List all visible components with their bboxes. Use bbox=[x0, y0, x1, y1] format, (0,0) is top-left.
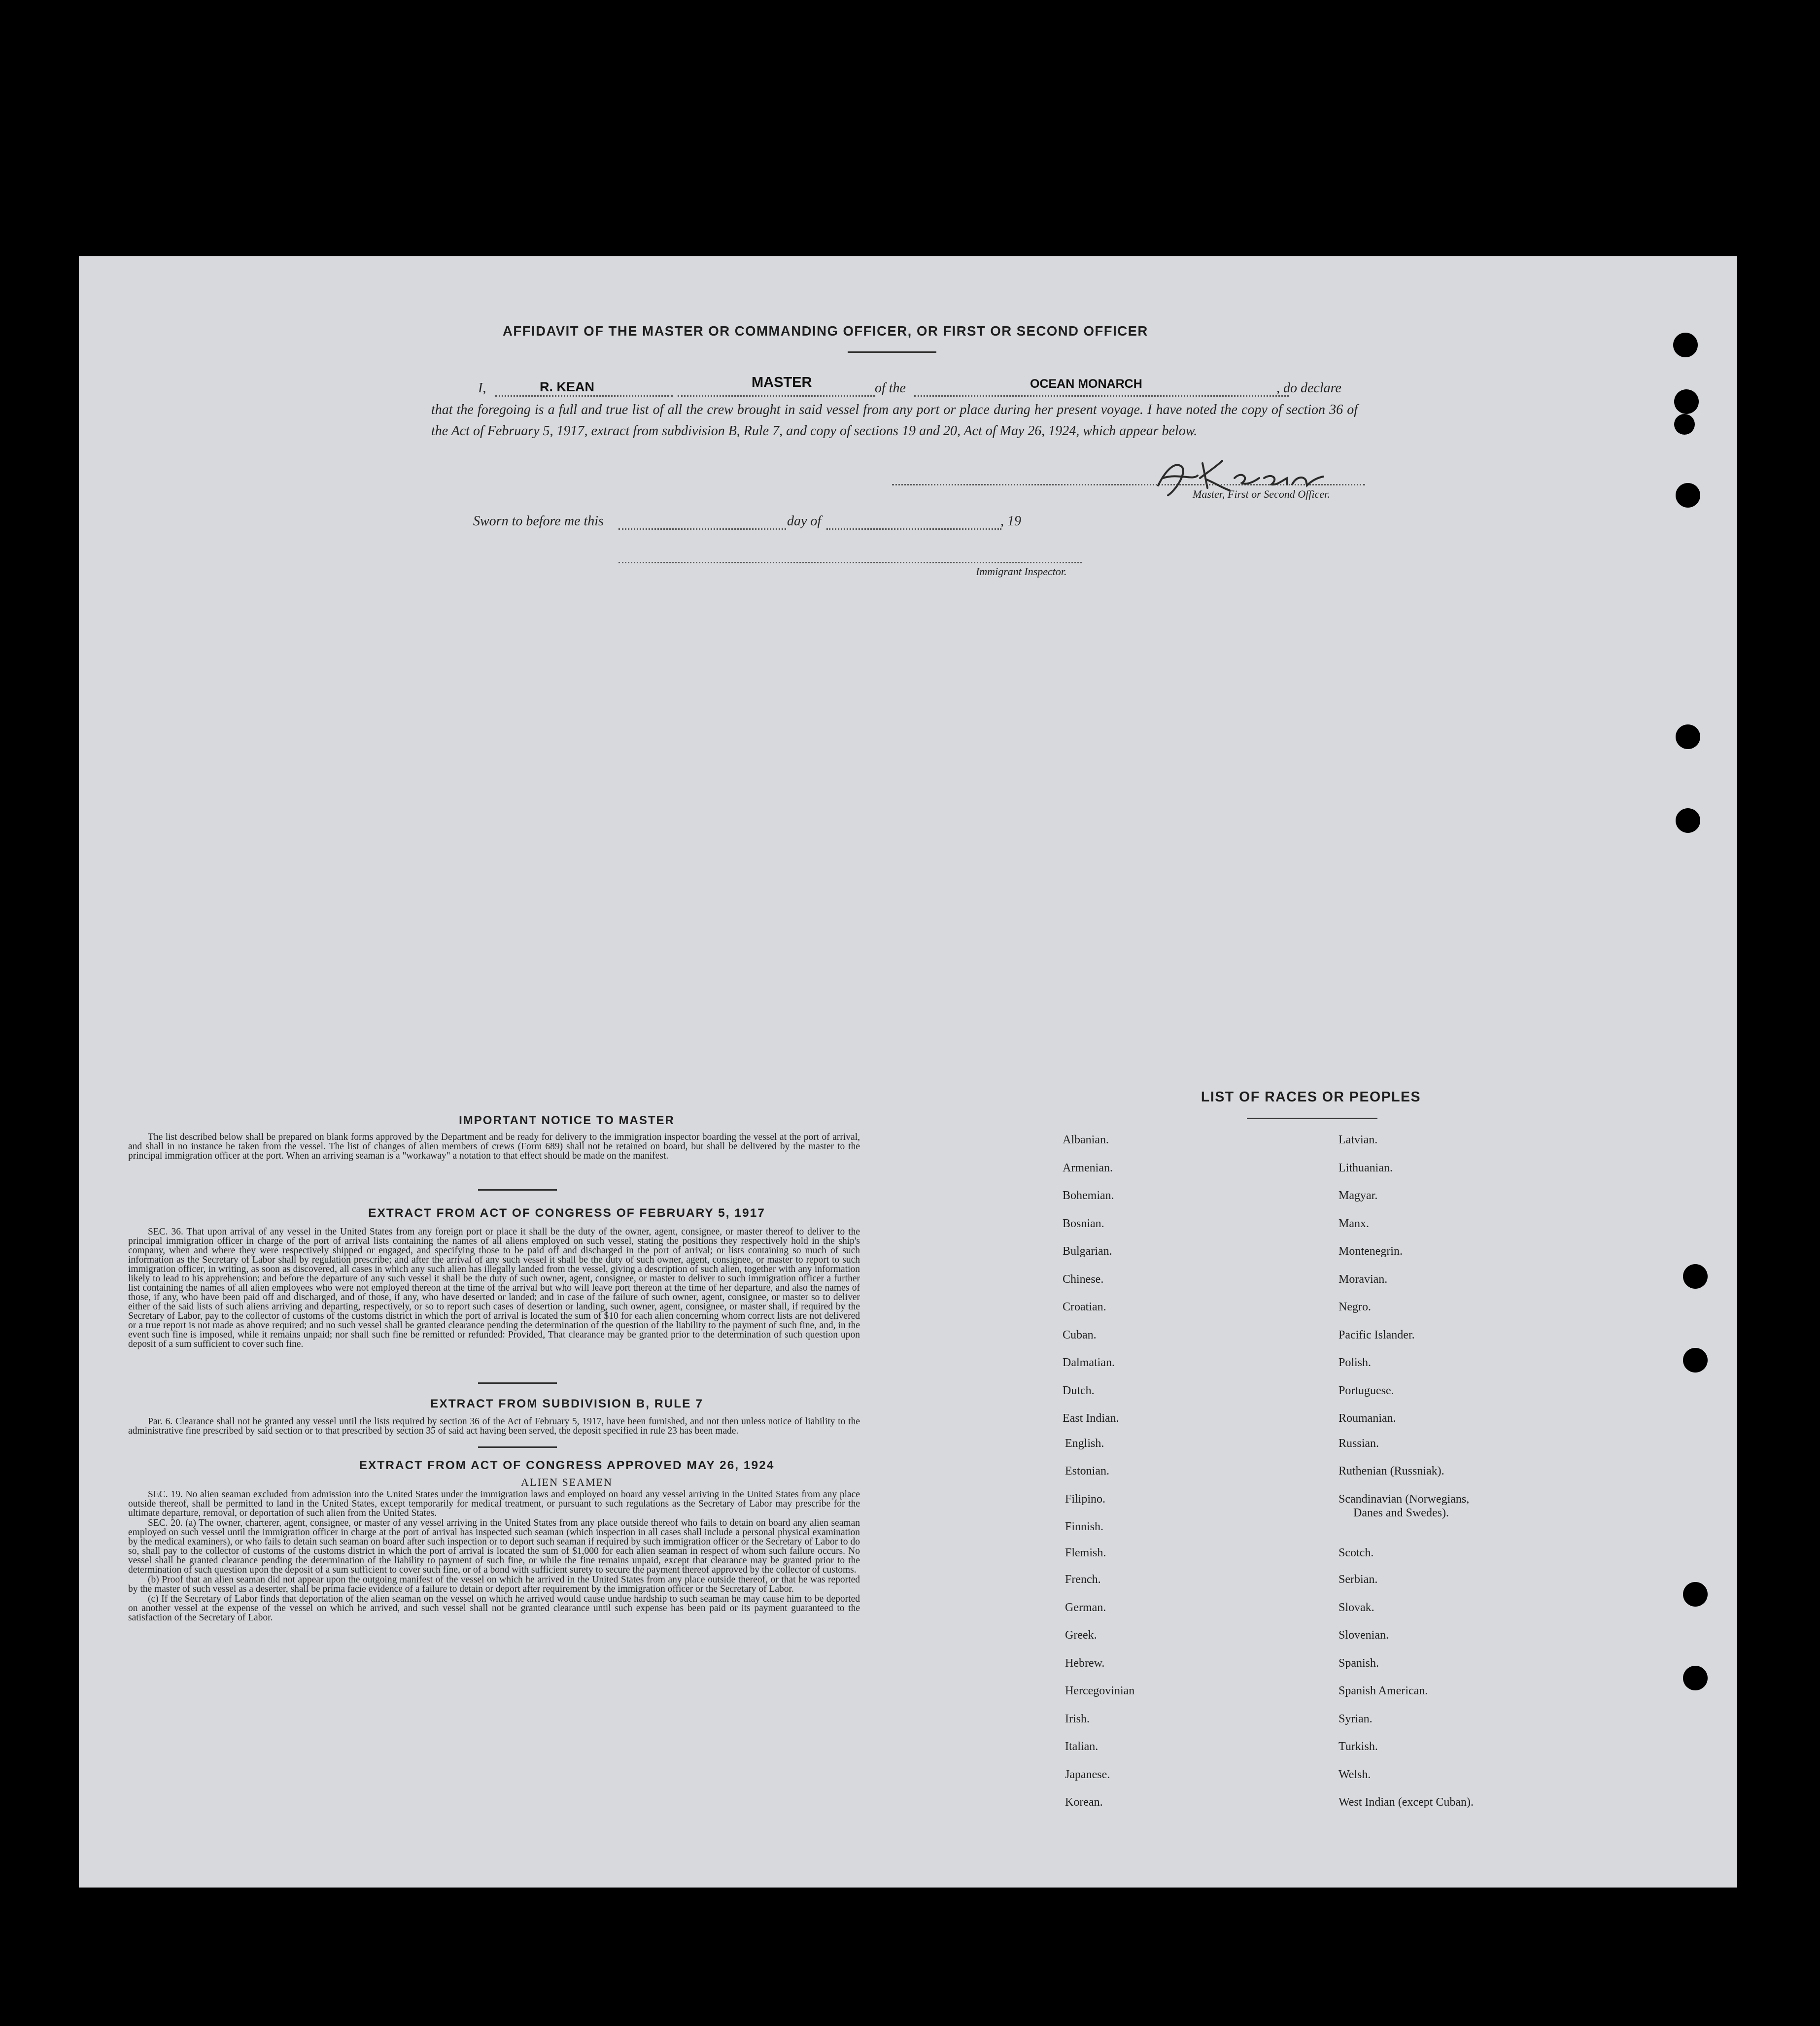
race-item-left: Italian. bbox=[1065, 1740, 1099, 1753]
sec-36-paragraph: SEC. 36. That upon arrival of any vessel in the United States from any foreign port or place it shall be the duty of the owner, agent, consignee, or master thereof to deliver to the principal immigration officer in charge of the port of arrival lists containing the names of all aliens employed on such vessel, stating the positions they respectively hold in the ship's company, when and where they were respectively shipped or engaged, and specifying those to be paid off and discharged in the port of arrival; or lists containing so much of such information as the Secretary of Labor shall by regulation prescribe; and after the arrival of any such vessel it shall be the duty of such owner, agent, consignee, or master to report to such immigration officer, in writing, as soon as discovered, all cases in which any such alien has illegally landed from the vessel, giving a description of such alien, together with any information likely to lead to his apprehension; and before the departure of any such vessel it shall be the duty of such owner, agent, consignee, or master to deliver to such immigration officer a further list containing the names of all alien employees who were not employed thereon at the time of the arrival but who will leave port thereon at the time of her departure, and also the names of those, if any, who have been paid off and discharged, and of those, if any, who have deserted or landed; and in case of the failure of such owner, agent, consignee, or master so to deliver either of the said lists of such aliens arriving and departing, respectively, or so to report such cases of desertion or landing, such owner, agent, consignee, or master shall, if required by the Secretary of Labor, pay to the collector of customs of the customs district in which the port of arrival is located the sum of $10 for each alien concerning whom correct lists are not delivered or a true report is not made as above required; and no such vessel shall be granted clearance pending the determination of the question of the liability to the payment of such fine, and, in the event such fine is imposed, while it remains unpaid; nor shall such fine be remitted or refunded: Provided, That clearance may be granted prior to the determination of such question upon deposit of a sum sufficient to cover such fine. bbox=[128, 1227, 860, 1349]
race-item-left: Bohemian. bbox=[1063, 1189, 1114, 1202]
race-item-left: Irish. bbox=[1065, 1713, 1090, 1725]
inspector-caption: Immigrant Inspector. bbox=[976, 565, 1067, 578]
title-underline bbox=[848, 351, 936, 353]
par-6-paragraph: Par. 6. Clearance shall not be granted any vessel until the lists required by section 36 of the Act of February 5, 1917, have been furnished, and not then unless notice of liability to the administrative fine prescribed by said section or to that prescribed by section 35 of said act having been served, the deposit specified in rule 23 has been made. bbox=[128, 1416, 860, 1436]
race-item-right: Spanish American. bbox=[1339, 1684, 1428, 1697]
races-title-underline bbox=[1247, 1118, 1377, 1119]
vessel-name: OCEAN MONARCH bbox=[1030, 377, 1142, 391]
race-item-left: Bulgarian. bbox=[1063, 1245, 1112, 1258]
race-item-right: Magyar. bbox=[1339, 1189, 1378, 1202]
race-item-right: Ruthenian (Russniak). bbox=[1339, 1465, 1444, 1477]
race-item-right: Polish. bbox=[1339, 1356, 1372, 1369]
alien-seamen-subtitle: ALIEN SEAMEN bbox=[521, 1476, 613, 1488]
race-item-right: Portuguese. bbox=[1339, 1384, 1394, 1397]
of-the-label: of the bbox=[875, 380, 906, 396]
notice-paragraph: The list described below shall be prepared on blank forms approved by the Department and be ready for delivery to the immigration inspector boarding the vessel at the port of arrival, and shall in no instance be taken from the vessel. The list of changes of alien members of crews (Form 689) shall not be retained on board, but shall be delivered by the master to the principal immigration officer at the port. When an arriving seaman is a "workaway" a notation to that effect should be made on the manifest. bbox=[128, 1132, 860, 1161]
affidavit-title: AFFIDAVIT OF THE MASTER OR COMMANDING OFFICER, OR FIRST OR SECOND OFFICER bbox=[503, 323, 1148, 339]
race-item-right: Scandinavian (Norwegians, bbox=[1339, 1493, 1470, 1506]
punch-hole bbox=[1683, 1348, 1708, 1373]
punch-hole bbox=[1674, 389, 1699, 414]
race-item-right: Russian. bbox=[1339, 1437, 1379, 1450]
race-item-right: Turkish. bbox=[1339, 1740, 1378, 1753]
i-label: I, bbox=[478, 380, 486, 396]
punch-hole bbox=[1683, 1582, 1708, 1607]
race-item-left: Hebrew. bbox=[1065, 1657, 1105, 1670]
race-item-right: Scotch. bbox=[1339, 1546, 1374, 1559]
race-item-left: Armenian. bbox=[1063, 1162, 1113, 1174]
affidavit-body: that the foregoing is a full and true list of all the crew brought in said vessel from any port or place during her present voyage. I have noted the copy of section 36 of the Act of February 5, 1917, extract from subdivision B, Rule 7, and copy of sections 19 and 20, Act of May 26, 1924, which appear below. bbox=[431, 402, 1358, 439]
race-item-right: Syrian. bbox=[1339, 1713, 1373, 1725]
race-item-left: French. bbox=[1065, 1573, 1101, 1586]
sec-20c-paragraph: (c) If the Secretary of Labor finds that deportation of the alien seaman on the vessel on which he arrived would cause undue hardship to such seaman he may cause him to be deported on another vessel at the expense of the vessel on which he arrived, and such vessel shall not be granted clearance until such expense has been paid or its payment guaranteed to the satisfaction of the Secretary of Labor. bbox=[128, 1594, 860, 1623]
race-item-right: Negro. bbox=[1339, 1301, 1371, 1313]
sworn-day-line bbox=[618, 528, 786, 530]
race-item-left: English. bbox=[1065, 1437, 1104, 1450]
race-item-right: Spanish. bbox=[1339, 1657, 1379, 1670]
race-item-right: Moravian. bbox=[1339, 1273, 1388, 1286]
race-item-left: Dutch. bbox=[1063, 1384, 1095, 1397]
notice-title: IMPORTANT NOTICE TO MASTER bbox=[459, 1114, 675, 1127]
divider bbox=[478, 1189, 557, 1191]
race-item-right: Slovak. bbox=[1339, 1601, 1374, 1614]
punch-hole bbox=[1674, 414, 1695, 435]
punch-hole bbox=[1683, 1264, 1708, 1289]
race-item-right: Roumanian. bbox=[1339, 1412, 1396, 1425]
day-of-label: day of bbox=[787, 514, 822, 529]
race-item-left: Flemish. bbox=[1065, 1546, 1106, 1559]
race-item-right: Welsh. bbox=[1339, 1768, 1371, 1781]
master-name: R. KEAN bbox=[540, 379, 595, 394]
race-item-right: Danes and Swedes). bbox=[1353, 1507, 1449, 1519]
sworn-label: Sworn to before me this bbox=[473, 514, 604, 529]
name-line bbox=[495, 395, 673, 397]
rule-7-title: EXTRACT FROM SUBDIVISION B, RULE 7 bbox=[430, 1397, 703, 1410]
race-item-left: Cuban. bbox=[1063, 1329, 1097, 1341]
document-sheet bbox=[79, 256, 1737, 1888]
master-rank: MASTER bbox=[752, 375, 812, 390]
race-item-left: Bosnian. bbox=[1063, 1217, 1104, 1230]
sec-20b-paragraph: (b) Proof that an alien seaman did not appear upon the outgoing manifest of the vessel on which he arrived in the United States from any place outside thereof, or that he was reported by the master of such vessel as a deserter, shall be prima facie evidence of a failure to detain or deport after requirement by the immigration officer or the Secretary of Labor. bbox=[128, 1575, 860, 1594]
sworn-month-line bbox=[826, 528, 1001, 530]
notice-text bbox=[128, 1133, 860, 1161]
race-item-right: Manx. bbox=[1339, 1217, 1369, 1230]
signature-caption: Master, First or Second Officer. bbox=[1193, 488, 1330, 500]
punch-hole bbox=[1676, 483, 1700, 508]
divider bbox=[478, 1446, 557, 1448]
sec-20a-paragraph: SEC. 20. (a) The owner, charterer, agent, consignee, or master of any vessel arriving in the United States from any place outside thereof who fails to detain on board any alien seaman employed on such vessel until the immigration officer in charge at the port of arrival has inspected such seaman (which inspection in all cases shall include a personal physical examination by the medical examiners), or who fails to detain such seaman on board after such inspection or to deport such seaman if required by such immigration officer or the Secretary of Labor to do so, shall pay to the collector of customs of the customs district in which the port of arrival is located the sum of $1,000 for each alien seaman in respect of whom such failure occurs. No vessel shall be granted clearance pending the determination of the liability to payment of such fine, or while the fine remains unpaid, except that clearance may be granted prior to the determination of such question upon the deposit of a sum sufficient to cover such fine, or of a bond with sufficient surety to secure the payment thereof approved by the collector of customs. bbox=[128, 1518, 860, 1575]
race-item-left: Filipino. bbox=[1065, 1493, 1106, 1506]
race-item-left: Chinese. bbox=[1063, 1273, 1104, 1286]
extract-1917-title: EXTRACT FROM ACT OF CONGRESS OF FEBRUARY 5, 1917 bbox=[368, 1206, 765, 1220]
rank-line bbox=[678, 395, 875, 397]
race-item-left: Greek. bbox=[1065, 1629, 1097, 1642]
vessel-line bbox=[914, 395, 1289, 397]
race-item-left: Albanian. bbox=[1063, 1133, 1109, 1146]
race-item-right: Latvian. bbox=[1339, 1133, 1378, 1146]
race-item-right: Montenegrin. bbox=[1339, 1245, 1403, 1258]
race-item-right: Slovenian. bbox=[1339, 1629, 1389, 1642]
extract-1924-title: EXTRACT FROM ACT OF CONGRESS APPROVED MAY 26, 1924 bbox=[359, 1459, 775, 1472]
race-item-left: German. bbox=[1065, 1601, 1106, 1614]
race-item-left: Korean. bbox=[1065, 1796, 1103, 1809]
race-item-right: Pacific Islander. bbox=[1339, 1329, 1415, 1341]
punch-hole bbox=[1683, 1666, 1708, 1690]
inspector-line bbox=[618, 562, 1082, 563]
race-item-right: Serbian. bbox=[1339, 1573, 1378, 1586]
race-item-left: Finnish. bbox=[1065, 1520, 1104, 1533]
races-title: LIST OF RACES OR PEOPLES bbox=[1201, 1089, 1421, 1105]
do-declare-label: , do declare bbox=[1276, 380, 1341, 396]
punch-hole bbox=[1676, 808, 1700, 833]
race-item-left: Dalmatian. bbox=[1063, 1356, 1115, 1369]
year-label: , 19 bbox=[1000, 514, 1021, 529]
race-item-right: West Indian (except Cuban). bbox=[1339, 1796, 1474, 1809]
punch-hole bbox=[1673, 333, 1698, 357]
race-item-left: Croatian. bbox=[1063, 1301, 1106, 1313]
race-item-left: Estonian. bbox=[1065, 1465, 1109, 1477]
race-item-left: Japanese. bbox=[1065, 1768, 1110, 1781]
rule-7-text bbox=[128, 1417, 860, 1436]
punch-hole bbox=[1676, 724, 1700, 749]
race-item-right: Lithuanian. bbox=[1339, 1162, 1393, 1174]
extract-1917-text bbox=[128, 1227, 860, 1349]
divider bbox=[478, 1382, 557, 1384]
race-item-left: Hercegovinian bbox=[1065, 1684, 1135, 1697]
extract-1924-text bbox=[128, 1490, 860, 1623]
sec-19-paragraph: SEC. 19. No alien seaman excluded from admission into the United States under the immigration laws and employed on board any vessel arriving in the United States from any place outside thereof, shall be permitted to land in the United States, except temporarily for medical treatment, or pursuant to such regulations as the Secretary of Labor may prescribe for the ultimate departure, removal, or deportation of such alien from the United States. bbox=[128, 1489, 860, 1518]
race-item-left: East Indian. bbox=[1063, 1412, 1119, 1425]
